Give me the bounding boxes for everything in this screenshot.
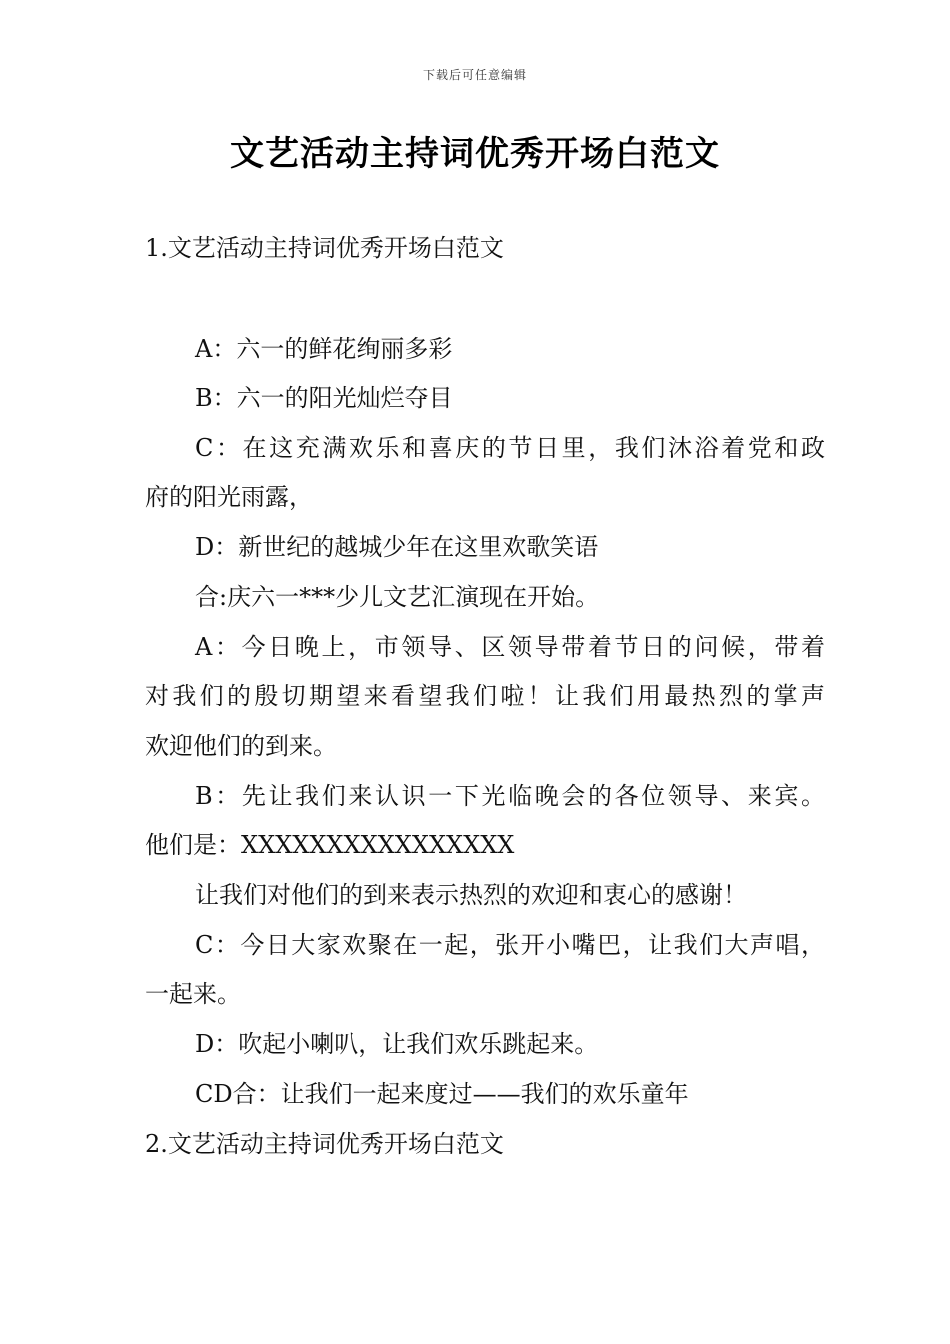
document-title: 文艺活动主持词优秀开场白范文 bbox=[230, 134, 720, 174]
paragraph-line: C：今日大家欢聚在一起，张开小嘴巴，让我们大声唱， bbox=[195, 931, 825, 959]
paragraph-line: D：吹起小喇叭，让我们欢乐跳起来。 bbox=[195, 1030, 599, 1058]
paragraph-line: 他们是：XXXXXXXXXXXXXXXX bbox=[145, 831, 515, 859]
paragraph-line: 府的阳光雨露， bbox=[145, 483, 313, 511]
paragraph-line: D：新世纪的越城少年在这里欢歌笑语 bbox=[195, 533, 599, 561]
paragraph-line: B：六一的阳光灿烂夺目 bbox=[195, 384, 453, 412]
section-heading-1: 1.文艺活动主持词优秀开场白范文 bbox=[145, 234, 504, 262]
paragraph-line: 一起来。 bbox=[145, 980, 241, 1008]
paragraph-line: 欢迎他们的到来。 bbox=[145, 732, 337, 760]
paragraph-line: A：今日晚上，市领导、区领导带着节日的问候，带着 bbox=[195, 633, 825, 661]
paragraph-line: A：六一的鲜花绚丽多彩 bbox=[195, 335, 453, 363]
paragraph-line: 合:庆六一***少儿文艺汇演现在开始。 bbox=[195, 583, 600, 611]
paragraph-line: 让我们对他们的到来表示热烈的欢迎和衷心的感谢！ bbox=[195, 881, 747, 909]
paragraph-line: CD合：让我们一起来度过——我们的欢乐童年 bbox=[195, 1080, 689, 1108]
header-note: 下载后可任意编辑 bbox=[422, 68, 527, 82]
paragraph-line: C：在这充满欢乐和喜庆的节日里，我们沐浴着党和政 bbox=[195, 434, 825, 462]
paragraph-line: 对我们的殷切期望来看望我们啦！让我们用最热烈的掌声 bbox=[145, 682, 825, 710]
paragraph-line: B：先让我们来认识一下光临晚会的各位领导、来宾。 bbox=[195, 782, 825, 810]
section-heading-2: 2.文艺活动主持词优秀开场白范文 bbox=[145, 1130, 504, 1158]
